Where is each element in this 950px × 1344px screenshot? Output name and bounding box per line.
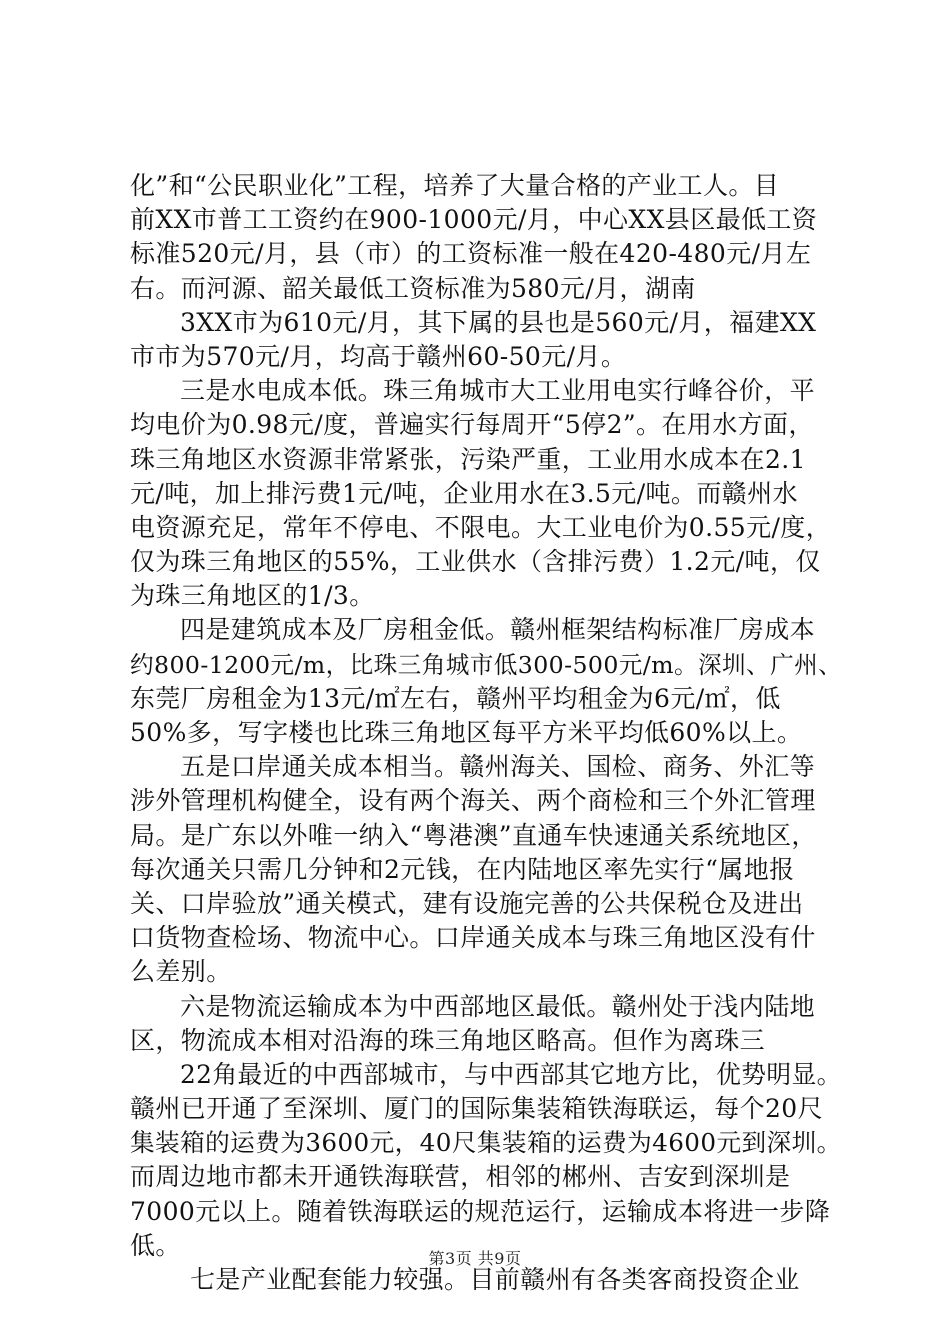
text-line: 均电价为0.98元/度，普遍实行每周开“5停2”。在用水方面， [130,410,814,440]
text-line: 电资源充足，常年不停电、不限电。大工业电价为0.55元/度， [130,512,832,542]
text-line: 区，物流成本相对沿海的珠三角地区略高。但作为离珠三 [130,1025,766,1055]
body-text [130,169,842,1297]
text-line: 前XX市普工工资约在900-1000元/月，中心XX县区最低工资 [130,205,818,235]
text-line: 赣州已开通了至深圳、厦门的国际集装箱铁海联运，每个20尺 [130,1094,824,1124]
text-line: 仅为珠三角地区的55%，工业供水（含排污费）1.2元/吨，仅 [130,547,821,577]
text-line: 口货物查检场、物流中心。口岸通关成本与珠三角地区没有什 [130,923,816,953]
text-line: 七是产业配套能力较强。目前赣州有各类客商投资企业 [190,1265,800,1294]
text-line: 关、口岸验放”通关模式，建有设施完善的公共保税仓及进出 [130,888,804,918]
text-line: 市市为570元/月，均高于赣州60-50元/月。 [130,341,627,371]
text-line: 3XX市为610元/月，其下属的县也是560元/月，福建XX [180,307,817,337]
text-line: 22角最近的中西部城市，与中西部其它地方比，优势明显。 [180,1059,842,1089]
text-line: 元/吨，加上排污费1元/吨，企业用水在3.5元/吨。而赣州水 [130,478,798,508]
text-line: 么差别。 [130,957,232,987]
text-line: 50%多，写字楼也比珠三角地区每平方米平均低60%以上。 [130,718,803,747]
text-line: 低。 [130,1230,181,1260]
text-line: 涉外管理机构健全，设有两个海关、两个商检和三个外汇管理 [130,786,816,816]
page-footer: 第3页 共9页 [428,1249,522,1268]
text-line: 每次通关只需几分钟和2元钱，在内陆地区率先实行“属地报 [130,854,795,884]
text-line: 右。而河源、韶关最低工资标准为580元/月，湖南 [130,273,696,303]
text-line: 集装箱的运费为3600元，40尺集装箱的运费为4600元到深圳。 [130,1128,842,1158]
text-line: 7000元以上。随着铁海联运的规范运行，运输成本将进一步降 [130,1196,831,1226]
text-line: 六是物流运输成本为中西部地区最低。赣州处于浅内陆地 [180,991,816,1021]
text-line: 而周边地市都未开通铁海联营，相邻的郴州、吉安到深圳是 [130,1162,791,1192]
text-line: 三是水电成本低。珠三角城市大工业用电实行峰谷价，平 [180,376,816,406]
text-line: 局。是广东以外唯一纳入“粤港澳”直通车快速通关系统地区， [130,820,817,850]
text-line: 五是口岸通关成本相当。赣州海关、国检、商务、外汇等 [180,752,816,782]
text-line: 东莞厂房租金为13元/㎡左右，赣州平均租金为6元/㎡，低 [130,683,781,713]
text-line: 四是建筑成本及厂房租金低。赣州框架结构标准厂房成本 [180,615,816,645]
text-line: 化”和“公民职业化”工程，培养了大量合格的产业工人。目 [130,171,780,200]
text-line: 珠三角地区水资源非常紧张，污染严重，工业用水成本在2.1 [130,444,806,474]
text-line: 标准520元/月，县（市）的工资标准一般在420-480元/月左 [130,239,812,269]
text-line: 为珠三角地区的1/3。 [130,581,375,611]
text-line: 约800-1200元/m，比珠三角城市低300-500元/m。深圳、广州、 [130,650,842,679]
